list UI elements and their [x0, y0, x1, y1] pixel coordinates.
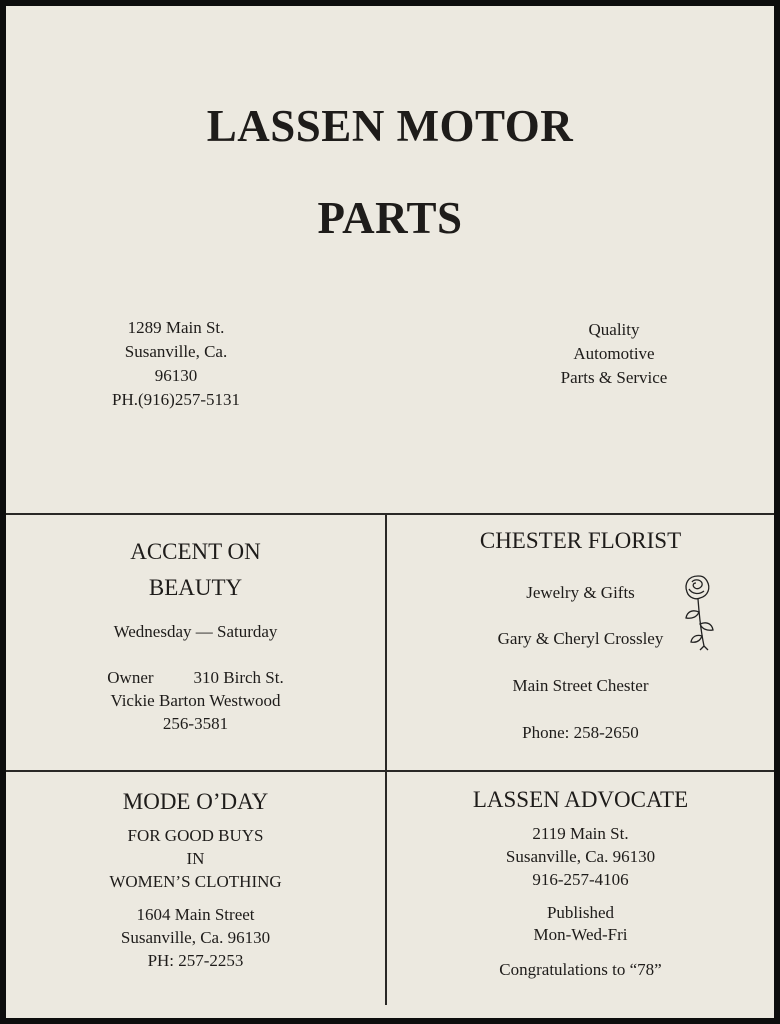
- advocate-congrats: Congratulations to “78”: [499, 960, 662, 979]
- accent-title-line2: BEAUTY: [148, 575, 243, 600]
- rose-icon: [678, 572, 718, 652]
- lassen-motor-tagline: [504, 318, 724, 390]
- advocate-address-line: Susanville, Ca. 96130: [505, 847, 656, 866]
- mode-address-line: Susanville, Ca. 96130: [120, 928, 271, 947]
- lassen-motor-address: [66, 316, 286, 412]
- mode-slogan-line: FOR GOOD BUYS: [127, 826, 264, 845]
- advocate-title: LASSEN ADVOCATE: [472, 787, 689, 812]
- address-line: 1289 Main St.: [127, 318, 225, 337]
- mode-title: MODE O’DAY: [122, 789, 269, 814]
- accent-owner-label: Owner: [107, 668, 154, 687]
- divider-horizontal-top: [6, 513, 774, 515]
- lassen-advocate-ad: [387, 784, 774, 981]
- florist-line1: Jewelry & Gifts: [526, 583, 635, 602]
- accent-owner-city: Vickie Barton Westwood: [110, 691, 281, 710]
- phone-line: PH.(916)257-5131: [112, 390, 240, 409]
- tagline-line: Parts & Service: [560, 368, 668, 387]
- lassen-motor-title-line1: LASSEN MOTOR: [206, 101, 574, 151]
- accent-street: 310 Birch St.: [193, 668, 284, 687]
- yearbook-ad-page: [6, 6, 774, 1018]
- florist-line2: Gary & Cheryl Crossley: [497, 629, 664, 648]
- address-line: Susanville, Ca.: [124, 342, 228, 361]
- mode-oday-ad: [6, 786, 385, 972]
- mode-phone: PH: 257-2253: [147, 951, 244, 970]
- address-line: 96130: [154, 366, 198, 385]
- florist-title: CHESTER FLORIST: [479, 528, 682, 553]
- mode-slogan-line: IN: [186, 849, 205, 868]
- accent-title-line1: ACCENT ON: [130, 539, 261, 564]
- tagline-line: Quality: [588, 320, 640, 339]
- accent-on-beauty-ad: [6, 534, 385, 735]
- accent-phone: 256-3581: [162, 714, 229, 733]
- divider-horizontal-middle: [6, 770, 774, 772]
- florist-phone: Phone: 258-2650: [522, 723, 639, 742]
- advocate-phone: 916-257-4106: [532, 870, 629, 889]
- advocate-schedule: Mon-Wed-Fri: [533, 925, 628, 944]
- accent-owner-row: [6, 666, 385, 689]
- mode-address-line: 1604 Main Street: [136, 905, 255, 924]
- advocate-address-line: 2119 Main St.: [532, 824, 629, 843]
- accent-hours: Wednesday — Saturday: [113, 622, 278, 641]
- florist-line3: Main Street Chester: [512, 676, 649, 695]
- mode-slogan-line: WOMEN’S CLOTHING: [109, 872, 282, 891]
- advocate-published: Published: [546, 903, 615, 922]
- tagline-line: Automotive: [573, 344, 655, 363]
- lassen-motor-title-line2: PARTS: [317, 193, 463, 243]
